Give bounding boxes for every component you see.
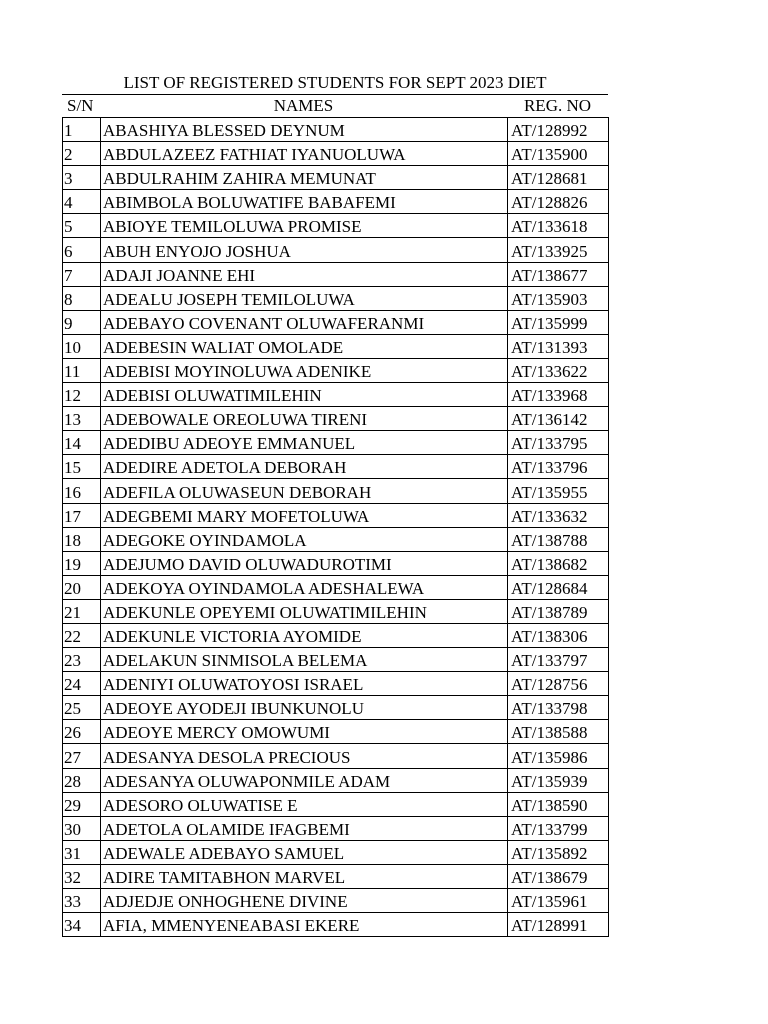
row-sn: 27 <box>63 744 101 768</box>
row-sn: 17 <box>63 503 101 527</box>
row-name: ABDULRAHIM ZAHIRA MEMUNAT <box>101 166 508 190</box>
header-reg-no: REG. NO <box>523 96 592 115</box>
row-name: ADIRE TAMITABHON MARVEL <box>101 864 508 888</box>
students-table-body <box>63 118 609 937</box>
row-name: ADESANYA DESOLA PRECIOUS <box>101 744 508 768</box>
row-sn: 2 <box>63 142 101 166</box>
table-row <box>63 889 609 913</box>
table-row <box>63 334 609 358</box>
row-name: ABUH ENYOJO JOSHUA <box>101 238 508 262</box>
row-sn: 12 <box>63 383 101 407</box>
row-name: ADETOLA OLAMIDE IFAGBEMI <box>101 816 508 840</box>
table-row <box>63 575 609 599</box>
row-name: ABIMBOLA BOLUWATIFE BABAFEMI <box>101 190 508 214</box>
row-name: ADAJI JOANNE EHI <box>101 262 508 286</box>
row-sn: 15 <box>63 455 101 479</box>
table-row <box>63 286 609 310</box>
row-name: ADEGBEMI MARY MOFETOLUWA <box>101 503 508 527</box>
row-name: ADEKUNLE OPEYEMI OLUWATIMILEHIN <box>101 599 508 623</box>
row-name: ADEBISI OLUWATIMILEHIN <box>101 383 508 407</box>
row-sn: 32 <box>63 864 101 888</box>
row-name: AFIA, MMENYENEABASI EKERE <box>101 913 508 937</box>
row-reg-no: AT/133799 <box>508 816 609 840</box>
row-reg-no: AT/135900 <box>508 142 609 166</box>
row-sn: 6 <box>63 238 101 262</box>
table-row <box>63 527 609 551</box>
table-row <box>63 864 609 888</box>
table-row <box>63 262 609 286</box>
table-row <box>63 166 609 190</box>
table-row <box>63 238 609 262</box>
table-row <box>63 744 609 768</box>
table-row <box>63 816 609 840</box>
row-sn: 29 <box>63 792 101 816</box>
row-reg-no: AT/135892 <box>508 840 609 864</box>
row-name: ADEDIRE ADETOLA DEBORAH <box>101 455 508 479</box>
row-sn: 9 <box>63 310 101 334</box>
header-sn: S/N <box>67 96 94 115</box>
row-reg-no: AT/135999 <box>508 310 609 334</box>
row-reg-no: AT/128681 <box>508 166 609 190</box>
table-row <box>63 431 609 455</box>
students-table <box>62 117 609 937</box>
row-sn: 33 <box>63 889 101 913</box>
row-name: ADELAKUN SINMISOLA BELEMA <box>101 648 508 672</box>
row-sn: 25 <box>63 696 101 720</box>
table-row <box>63 599 609 623</box>
table-row <box>63 792 609 816</box>
row-sn: 31 <box>63 840 101 864</box>
row-sn: 4 <box>63 190 101 214</box>
row-reg-no: AT/128992 <box>508 118 609 142</box>
row-reg-no: AT/128991 <box>508 913 609 937</box>
row-name: ADJEDJE ONHOGHENE DIVINE <box>101 889 508 913</box>
row-name: ADEBESIN WALIAT OMOLADE <box>101 334 508 358</box>
table-row <box>63 407 609 431</box>
table-row <box>63 455 609 479</box>
row-sn: 34 <box>63 913 101 937</box>
row-reg-no: AT/133632 <box>508 503 609 527</box>
page-title: LIST OF REGISTERED STUDENTS FOR SEPT 2023 DIET <box>123 73 547 92</box>
table-row <box>63 913 609 937</box>
row-sn: 5 <box>63 214 101 238</box>
row-reg-no: AT/133968 <box>508 383 609 407</box>
row-sn: 14 <box>63 431 101 455</box>
row-reg-no: AT/138679 <box>508 864 609 888</box>
row-sn: 22 <box>63 623 101 647</box>
row-reg-no: AT/133797 <box>508 648 609 672</box>
row-reg-no: AT/138677 <box>508 262 609 286</box>
row-reg-no: AT/133795 <box>508 431 609 455</box>
row-name: ADEJUMO DAVID OLUWADUROTIMI <box>101 551 508 575</box>
table-row <box>63 503 609 527</box>
row-name: ADEBAYO COVENANT OLUWAFERANMI <box>101 310 508 334</box>
row-reg-no: AT/135939 <box>508 768 609 792</box>
row-name: ADEKUNLE VICTORIA AYOMIDE <box>101 623 508 647</box>
row-reg-no: AT/135986 <box>508 744 609 768</box>
row-name: ADEWALE ADEBAYO SAMUEL <box>101 840 508 864</box>
table-row <box>63 672 609 696</box>
row-sn: 30 <box>63 816 101 840</box>
row-sn: 23 <box>63 648 101 672</box>
table-row <box>63 479 609 503</box>
row-name: ABIOYE TEMILOLUWA PROMISE <box>101 214 508 238</box>
table-row <box>63 142 609 166</box>
row-sn: 8 <box>63 286 101 310</box>
row-sn: 1 <box>63 118 101 142</box>
row-sn: 21 <box>63 599 101 623</box>
row-sn: 19 <box>63 551 101 575</box>
table-row <box>63 768 609 792</box>
row-reg-no: AT/128684 <box>508 575 609 599</box>
table-row <box>63 623 609 647</box>
row-sn: 24 <box>63 672 101 696</box>
row-reg-no: AT/133925 <box>508 238 609 262</box>
row-reg-no: AT/135961 <box>508 889 609 913</box>
row-name: ADEBISI MOYINOLUWA ADENIKE <box>101 358 508 382</box>
row-sn: 13 <box>63 407 101 431</box>
row-sn: 10 <box>63 334 101 358</box>
table-row <box>63 840 609 864</box>
row-reg-no: AT/133796 <box>508 455 609 479</box>
row-reg-no: AT/133798 <box>508 696 609 720</box>
row-name: ADEALU JOSEPH TEMILOLUWA <box>101 286 508 310</box>
row-reg-no: AT/138788 <box>508 527 609 551</box>
row-reg-no: AT/128826 <box>508 190 609 214</box>
row-name: ADESANYA OLUWAPONMILE ADAM <box>101 768 508 792</box>
row-reg-no: AT/138682 <box>508 551 609 575</box>
row-reg-no: AT/133618 <box>508 214 609 238</box>
row-reg-no: AT/128756 <box>508 672 609 696</box>
row-name: ADESORO OLUWATISE E <box>101 792 508 816</box>
row-sn: 3 <box>63 166 101 190</box>
header-names: NAMES <box>273 96 334 115</box>
row-reg-no: AT/138789 <box>508 599 609 623</box>
table-row <box>63 720 609 744</box>
table-row <box>63 358 609 382</box>
row-reg-no: AT/133622 <box>508 358 609 382</box>
table-header <box>62 95 608 117</box>
row-name: ADEFILA OLUWASEUN DEBORAH <box>101 479 508 503</box>
row-reg-no: AT/131393 <box>508 334 609 358</box>
table-row <box>63 214 609 238</box>
row-reg-no: AT/136142 <box>508 407 609 431</box>
row-sn: 11 <box>63 358 101 382</box>
row-name: ADEKOYA OYINDAMOLA ADESHALEWA <box>101 575 508 599</box>
row-sn: 20 <box>63 575 101 599</box>
row-name: ADEOYE AYODEJI IBUNKUNOLU <box>101 696 508 720</box>
row-reg-no: AT/138306 <box>508 623 609 647</box>
table-row <box>63 383 609 407</box>
row-sn: 18 <box>63 527 101 551</box>
row-sn: 26 <box>63 720 101 744</box>
table-row <box>63 696 609 720</box>
row-name: ADEDIBU ADEOYE EMMANUEL <box>101 431 508 455</box>
row-name: ABDULAZEEZ FATHIAT IYANUOLUWA <box>101 142 508 166</box>
table-row <box>63 648 609 672</box>
row-sn: 16 <box>63 479 101 503</box>
row-reg-no: AT/138588 <box>508 720 609 744</box>
row-reg-no: AT/135903 <box>508 286 609 310</box>
row-name: ADEBOWALE OREOLUWA TIRENI <box>101 407 508 431</box>
row-sn: 7 <box>63 262 101 286</box>
row-reg-no: AT/138590 <box>508 792 609 816</box>
row-name: ADEOYE MERCY OMOWUMI <box>101 720 508 744</box>
row-name: ADEGOKE OYINDAMOLA <box>101 527 508 551</box>
row-name: ABASHIYA BLESSED DEYNUM <box>101 118 508 142</box>
row-reg-no: AT/135955 <box>508 479 609 503</box>
table-row <box>63 118 609 142</box>
table-row <box>63 190 609 214</box>
row-name: ADENIYI OLUWATOYOSI ISRAEL <box>101 672 508 696</box>
table-row <box>63 551 609 575</box>
row-sn: 28 <box>63 768 101 792</box>
table-row <box>63 310 609 334</box>
